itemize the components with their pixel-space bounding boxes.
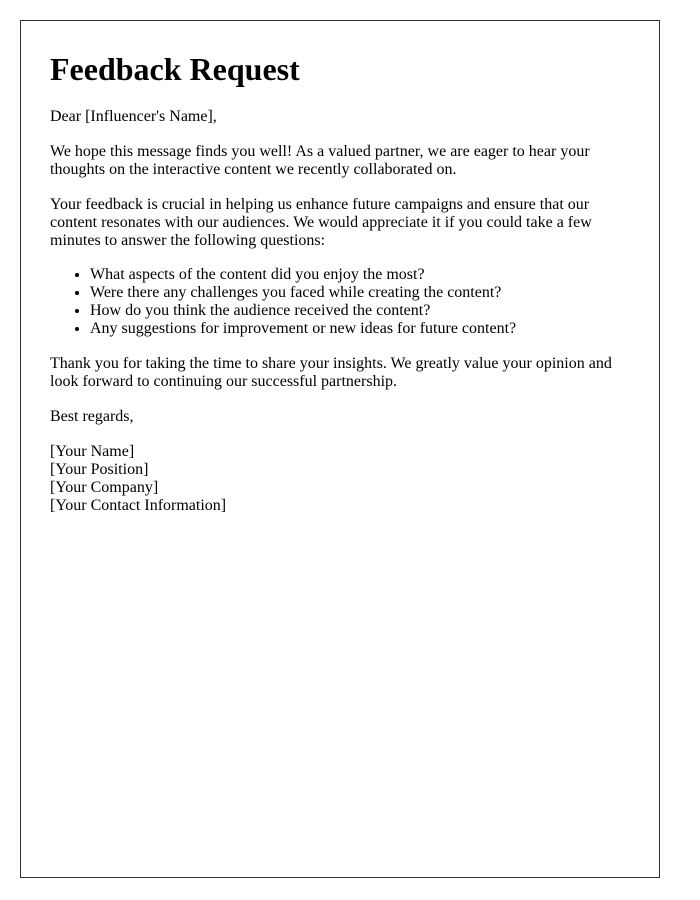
- signature-company: [Your Company]: [50, 479, 159, 496]
- closing: Best regards,: [50, 408, 134, 425]
- letter-content: [50, 49, 640, 515]
- signature-position: [Your Position]: [50, 461, 149, 478]
- signature-block: [50, 443, 640, 515]
- letter-page: [20, 20, 660, 878]
- questions-list: [50, 266, 640, 338]
- list-item: • What aspects of the content did you enjoy the most?: [90, 266, 640, 284]
- greeting: Dear [Influencer's Name],: [50, 108, 217, 125]
- signature-name: [Your Name]: [50, 443, 135, 460]
- thanks-paragraph: Thank you for taking the time to share your insights. We greatly value your opinion and look forward to continuing our successful partnership.: [50, 355, 612, 390]
- page-title: Feedback Request: [50, 51, 300, 87]
- list-item: • Were there any challenges you faced while creating the content?: [90, 284, 640, 302]
- feedback-paragraph: Your feedback is crucial in helping us enhance future campaigns and ensure that our content resonates with our audiences. We would appreciate it if you could take a few minutes to answer the following questions:: [50, 196, 592, 249]
- list-item: • Any suggestions for improvement or new ideas for future content?: [90, 320, 640, 338]
- intro-paragraph: We hope this message finds you well! As a valued partner, we are eager to hear your thoughts on the interactive content we recently collaborated on.: [50, 143, 590, 178]
- list-item: • How do you think the audience received the content?: [90, 302, 640, 320]
- signature-contact: [Your Contact Information]: [50, 497, 227, 514]
